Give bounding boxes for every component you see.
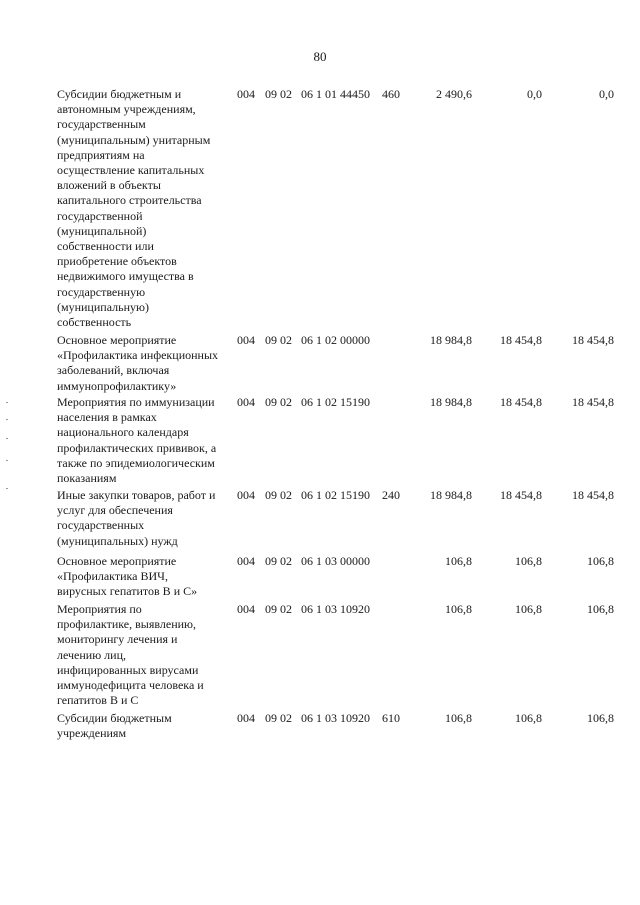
row-name: Основное мероприятие «Профилактика ВИЧ, вирусных гепатитов В и С»: [57, 554, 198, 599]
target-code: 06 1 02 00000: [301, 333, 370, 347]
amount-year-1: 18 984,8: [430, 488, 472, 502]
row-name: Иные закупки товаров, работ и услуг для обеспечения государственных (муниципальных) нужд: [57, 488, 216, 548]
ministry-code: 004: [237, 554, 255, 568]
amount-year-1: 18 984,8: [430, 395, 472, 409]
amount-year-1: 2 490,6: [436, 87, 472, 101]
amount-year-3: 0,0: [599, 87, 614, 101]
row-name: Субсидии бюджетным и автономным учреждениям, государственным (муниципальным) унитарным предприятиям на осуществление капитальных вложений в объекты капитального строительства государственной (муниципальной) собственности или приобретение объектов недвижимого имущества в государственную (муниципальную) собственность: [57, 87, 211, 330]
margin-mark: [6, 488, 8, 489]
page-number: 80: [313, 49, 327, 64]
margin-mark: [6, 402, 8, 403]
ministry-code: 004: [237, 395, 255, 409]
section-code: 09 02: [265, 87, 292, 101]
ministry-code: 004: [237, 602, 255, 616]
amount-year-3: 18 454,8: [572, 395, 614, 409]
ministry-code: 004: [237, 333, 255, 347]
amount-year-2: 106,8: [515, 554, 542, 568]
amount-year-3: 106,8: [587, 602, 614, 616]
target-code: 06 1 02 15190: [301, 395, 370, 409]
row-name: Мероприятия по профилактике, выявлению, мониторингу лечения и лечению лиц, инфицированных вирусами иммунодефицита человека и гепатитов В и С: [57, 602, 204, 708]
amount-year-3: 106,8: [587, 554, 614, 568]
amount-year-1: 106,8: [445, 602, 472, 616]
expense-code: 460: [382, 87, 400, 101]
margin-mark: [6, 460, 8, 461]
margin-mark: [6, 419, 8, 420]
expense-code: 610: [382, 711, 400, 725]
amount-year-2: 106,8: [515, 711, 542, 725]
section-code: 09 02: [265, 488, 292, 502]
row-name: Субсидии бюджетным учреждениям: [57, 711, 172, 741]
target-code: 06 1 03 10920: [301, 711, 370, 725]
amount-year-3: 106,8: [587, 711, 614, 725]
target-code: 06 1 02 15190: [301, 488, 370, 502]
section-code: 09 02: [265, 554, 292, 568]
amount-year-2: 18 454,8: [500, 488, 542, 502]
margin-mark: [6, 438, 8, 439]
section-code: 09 02: [265, 711, 292, 725]
amount-year-1: 18 984,8: [430, 333, 472, 347]
amount-year-2: 18 454,8: [500, 395, 542, 409]
target-code: 06 1 03 00000: [301, 554, 370, 568]
ministry-code: 004: [237, 488, 255, 502]
amount-year-2: 0,0: [527, 87, 542, 101]
section-code: 09 02: [265, 602, 292, 616]
target-code: 06 1 03 10920: [301, 602, 370, 616]
ministry-code: 004: [237, 711, 255, 725]
amount-year-1: 106,8: [445, 711, 472, 725]
row-name: Мероприятия по иммунизации населения в рамках национального календаря профилактических прививок, а также по эпидемиологическим показаниям: [57, 395, 217, 486]
amount-year-3: 18 454,8: [572, 333, 614, 347]
amount-year-3: 18 454,8: [572, 488, 614, 502]
amount-year-2: 18 454,8: [500, 333, 542, 347]
amount-year-2: 106,8: [515, 602, 542, 616]
target-code: 06 1 01 44450: [301, 87, 370, 101]
section-code: 09 02: [265, 395, 292, 409]
ministry-code: 004: [237, 87, 255, 101]
section-code: 09 02: [265, 333, 292, 347]
row-name: Основное мероприятие «Профилактика инфекционных заболеваний, включая иммунопрофилактику»: [57, 333, 219, 393]
expense-code: 240: [382, 488, 400, 502]
amount-year-1: 106,8: [445, 554, 472, 568]
